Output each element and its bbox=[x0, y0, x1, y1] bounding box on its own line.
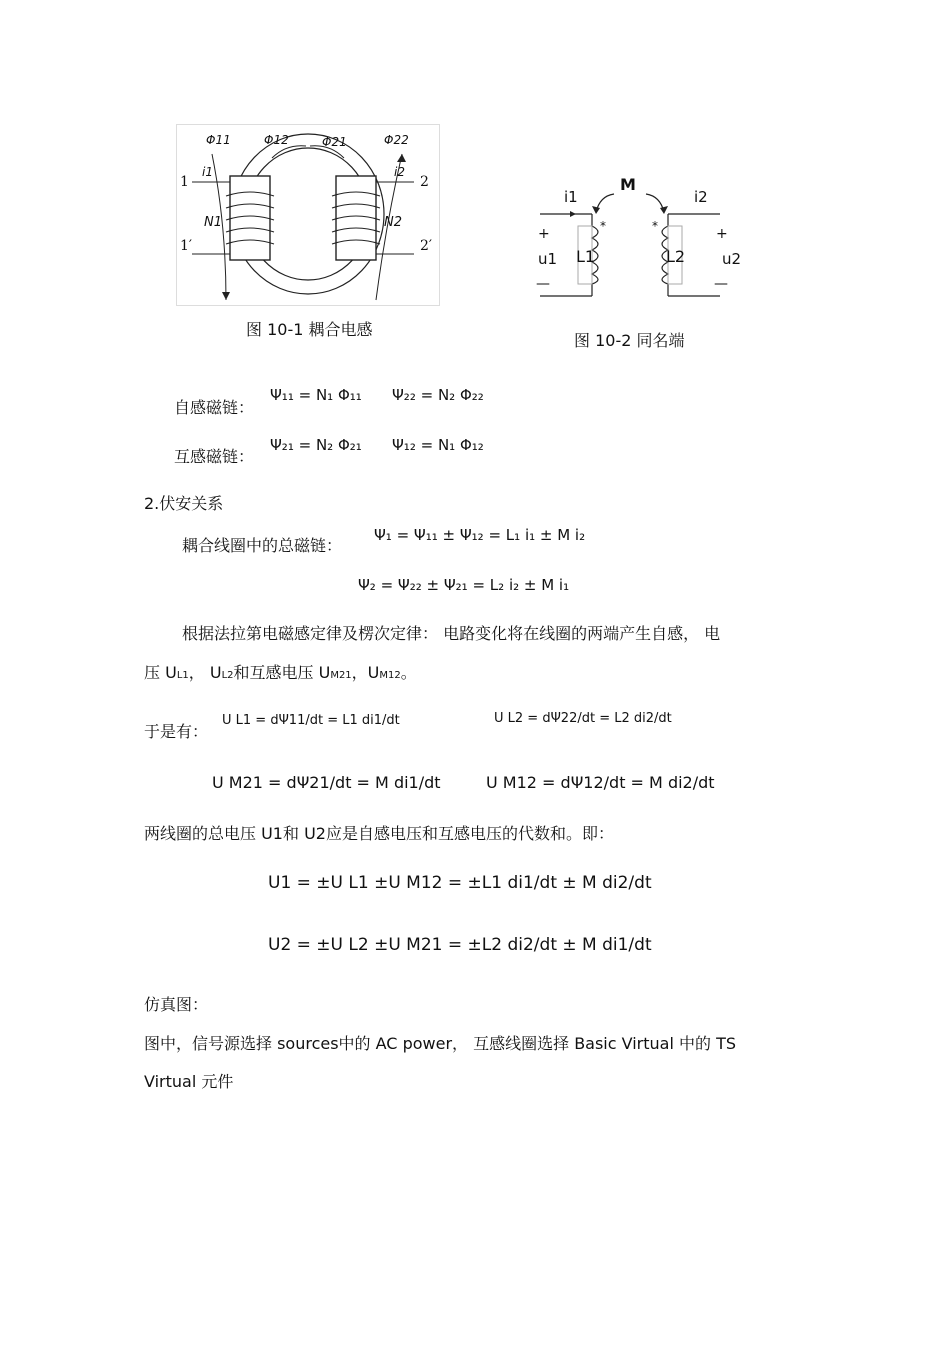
para1-line2c: 和互感电压 U bbox=[233, 663, 331, 682]
para1-sub-l2: L2 bbox=[221, 670, 234, 681]
eq-mutual-flux-svg bbox=[262, 434, 642, 470]
eq-ul2-svg bbox=[492, 700, 752, 736]
fig2-i2-label: i2 bbox=[694, 188, 708, 206]
dot-convention-drawing bbox=[530, 168, 750, 304]
eq-self-flux-svg bbox=[262, 384, 642, 420]
terminal-2p: 2′ bbox=[420, 238, 433, 254]
eq-u1-svg bbox=[266, 858, 666, 908]
eq-u2-svg bbox=[266, 920, 666, 970]
u2-label: u2 bbox=[722, 250, 742, 268]
eq-um12 bbox=[484, 758, 744, 812]
phi12-label: Φ12 bbox=[264, 133, 289, 147]
figure1-caption: 图 10-1 耦合电感 bbox=[246, 320, 373, 339]
eq-psi2-text: Ψ₂ = Ψ₂₂ ± Ψ₂₁ = L₂ i₂ ± M i₁ bbox=[358, 576, 570, 594]
para1-line2b: ， U bbox=[188, 663, 222, 682]
eq-um21-svg bbox=[210, 758, 470, 808]
para1-sub-m12: M12 bbox=[379, 670, 401, 681]
u1-label: u1 bbox=[538, 250, 558, 268]
eq-um12-text: U M12 = dΨ12/dt = M di2/dt bbox=[486, 773, 715, 792]
para1-sub-l1: L1 bbox=[176, 670, 189, 681]
n2-label: N2 bbox=[384, 215, 402, 230]
eq-psi1-text: Ψ₁ = Ψ₁₁ ± Ψ₁₂ = L₁ i₁ ± M i₂ bbox=[374, 526, 586, 544]
para1-line2d: ，U bbox=[351, 663, 380, 682]
eq-ul1-svg bbox=[220, 702, 480, 738]
phi22-label: Φ22 bbox=[384, 133, 409, 147]
para1-line2 bbox=[144, 660, 417, 683]
eq-psi12-text: Ψ₁₂ = N₁ Φ₁₂ bbox=[392, 436, 484, 454]
figure-coupled-inductor bbox=[176, 124, 440, 306]
l1-label: L1 bbox=[576, 247, 596, 266]
sim-line1: 图中，信号源选择 sources中的 AC power， 互感线圈选择 Basic Virtual 中的 TS bbox=[144, 1034, 737, 1053]
para1-line2a: 压 U bbox=[144, 663, 177, 682]
phi11-label: Φ11 bbox=[206, 133, 231, 147]
eq-um21-text: U M21 = dΨ21/dt = M di1/dt bbox=[212, 773, 441, 792]
section-heading: 2.伏安关系 bbox=[144, 494, 224, 513]
sim-line2: Virtual 元件 bbox=[144, 1072, 234, 1091]
star2-label: * bbox=[652, 219, 658, 233]
star1-label: * bbox=[600, 219, 606, 233]
eq-ul2 bbox=[492, 700, 752, 740]
coupled-inductor-drawing bbox=[176, 124, 440, 306]
eq-psi21 bbox=[262, 434, 642, 474]
sim-label: 仿真图： bbox=[144, 995, 209, 1014]
eq-u2-text: U2 = ±U L2 ±U M21 = ±L2 di2/dt ± M di1/dt bbox=[268, 935, 652, 955]
fig2-i1-label: i1 bbox=[564, 188, 578, 206]
plus2-label: + bbox=[716, 226, 728, 242]
mutual-flux-label: 互感磁链： bbox=[174, 447, 255, 466]
eq-ul2-text: U L2 = dΨ22/dt = L2 di2/dt bbox=[494, 711, 672, 726]
l2-label: L2 bbox=[666, 247, 686, 266]
minus2-label: — bbox=[714, 276, 728, 292]
terminal-1: 1 bbox=[180, 174, 189, 190]
n1-label: N1 bbox=[204, 215, 222, 230]
eq-ul1-text: U L1 = dΨ11/dt = L1 di1/dt bbox=[222, 713, 400, 728]
eq-u1-text: U1 = ±U L1 ±U M12 = ±L1 di1/dt ± M di2/dt bbox=[268, 873, 652, 893]
eq-um12-svg bbox=[484, 758, 744, 808]
i1-label: i1 bbox=[202, 165, 213, 179]
total-voltage-line: 两线圈的总电压 U1和 U2应是自感电压和互感电压的代数和。即： bbox=[144, 824, 614, 843]
eq-psi1-total bbox=[368, 520, 668, 558]
phi21-label: Φ21 bbox=[322, 135, 347, 149]
i2-label: i2 bbox=[394, 165, 405, 179]
m-label: M bbox=[620, 175, 636, 194]
self-flux-label: 自感磁链： bbox=[174, 398, 255, 417]
figure2-caption: 图 10-2 同名端 bbox=[574, 331, 685, 350]
eq-u2-sum bbox=[266, 920, 666, 974]
eq-psi11-text: Ψ₁₁ = N₁ Φ₁₁ bbox=[270, 386, 362, 404]
yushi-label: 于是有： bbox=[144, 722, 209, 741]
para1-line1: 根据法拉第电磁感定律及楞次定律： 电路变化将在线圈的两端产生自感， 电 bbox=[182, 624, 721, 643]
plus1-label: + bbox=[538, 226, 550, 242]
eq-psi11 bbox=[262, 384, 642, 424]
eq-u1-sum bbox=[266, 858, 666, 912]
para1-line2e: 。 bbox=[400, 663, 417, 682]
eq-um21 bbox=[210, 758, 470, 812]
eq-psi2-total bbox=[352, 570, 652, 608]
eq-ul1 bbox=[220, 702, 480, 742]
eq-psi2-svg bbox=[352, 570, 652, 604]
terminal-1p: 1′ bbox=[180, 238, 193, 254]
minus1-label: — bbox=[536, 276, 550, 292]
eq-psi1-svg bbox=[368, 520, 668, 554]
figure-dot-convention bbox=[530, 168, 750, 304]
total-flux-label: 耦合线圈中的总磁链： bbox=[182, 536, 343, 555]
terminal-2: 2 bbox=[420, 174, 429, 190]
eq-psi22-text: Ψ₂₂ = N₂ Φ₂₂ bbox=[392, 386, 484, 404]
para1-sub-m21: M21 bbox=[330, 670, 352, 681]
eq-psi21-text: Ψ₂₁ = N₂ Φ₂₁ bbox=[270, 436, 362, 454]
